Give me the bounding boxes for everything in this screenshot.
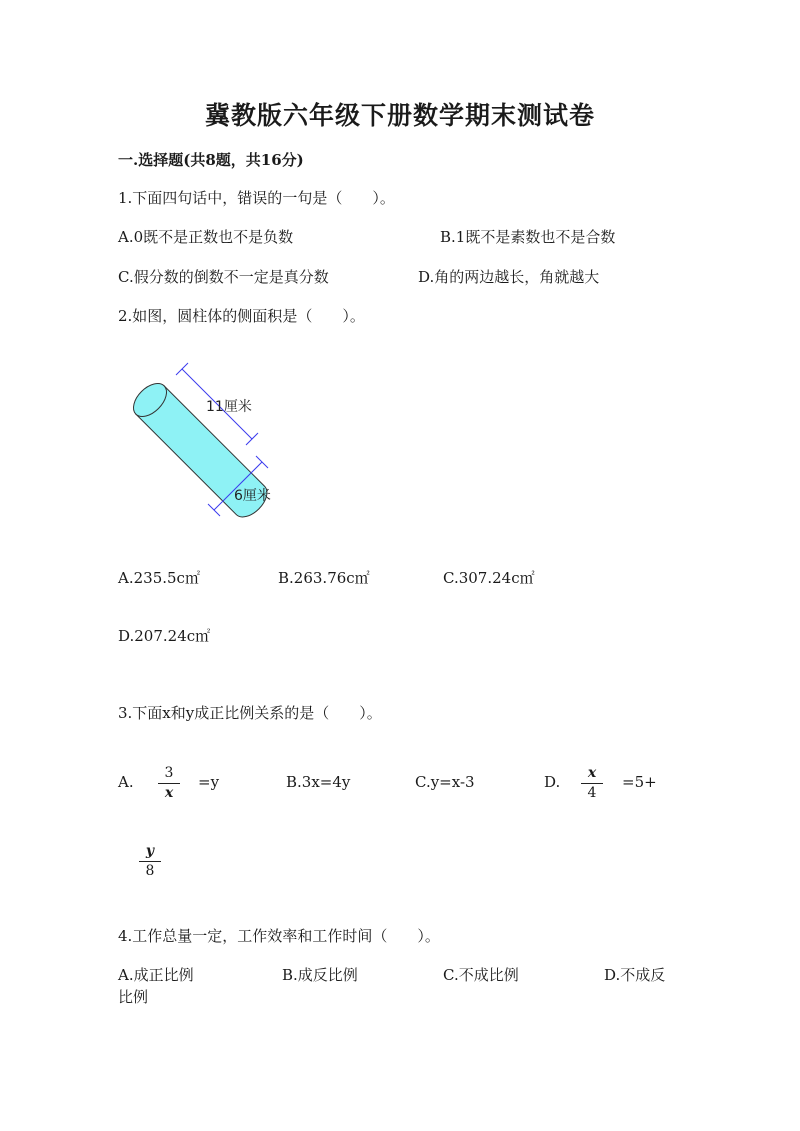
q2-option-b: B.263.76c㎡	[278, 569, 370, 587]
q1-option-d: D.角的两边越长，角就越大	[418, 268, 600, 286]
q2-option-d: D.207.24c㎡	[118, 627, 211, 645]
q4-option-d-continued: 比例	[118, 988, 149, 1006]
q3-option-d-second-fraction	[139, 843, 161, 880]
q3-option-d-fraction	[581, 765, 603, 802]
cylinder-figure	[118, 360, 298, 520]
q1-stem: 1.下面四句话中，错误的一句是（ ）。	[118, 189, 395, 207]
q3-option-c: C.y=x-3	[415, 773, 475, 791]
q3-d2-denominator: 8	[145, 863, 155, 879]
q3-d-denominator: 4	[587, 785, 597, 801]
q3-a-numerator: 3	[158, 765, 180, 784]
q4-stem: 4.工作总量一定，工作效率和工作时间（ ）。	[118, 927, 440, 945]
q4-option-a: A.成正比例	[118, 966, 194, 984]
q4-option-c: C.不成比例	[443, 966, 519, 984]
q3-d-numerator: x	[581, 765, 603, 784]
q3-option-a-fraction	[158, 765, 180, 802]
q3-option-d-prefix: D.	[544, 773, 561, 791]
length-label: 11厘米	[206, 399, 252, 415]
diameter-label: 6厘米	[234, 488, 271, 504]
q3-option-a-suffix: =y	[198, 773, 220, 791]
section-heading: 一.选择题(共8题，共16分)	[118, 151, 304, 169]
q3-option-b: B.3x=4y	[286, 773, 351, 791]
q2-option-c: C.307.24c㎡	[443, 569, 535, 587]
q1-option-a: A.0既不是正数也不是负数	[118, 228, 294, 246]
q4-option-d: D.不成反	[604, 966, 666, 984]
q4-option-b: B.成反比例	[282, 966, 358, 984]
q2-option-a: A.235.5c㎡	[118, 569, 200, 587]
q3-d2-numerator: y	[139, 843, 161, 862]
q3-option-d-suffix: =5+	[622, 773, 657, 791]
q3-stem: 3.下面x和y成正比例关系的是（ ）。	[118, 704, 382, 722]
q3-a-denominator: x	[164, 785, 174, 801]
q3-option-a-prefix: A.	[118, 773, 134, 791]
q1-option-b: B.1既不是素数也不是合数	[440, 228, 616, 246]
q1-option-c: C.假分数的倒数不一定是真分数	[118, 268, 329, 286]
q2-stem: 2.如图，圆柱体的侧面积是（ ）。	[118, 307, 365, 325]
page-title: 冀教版六年级下册数学期末测试卷	[204, 101, 595, 130]
